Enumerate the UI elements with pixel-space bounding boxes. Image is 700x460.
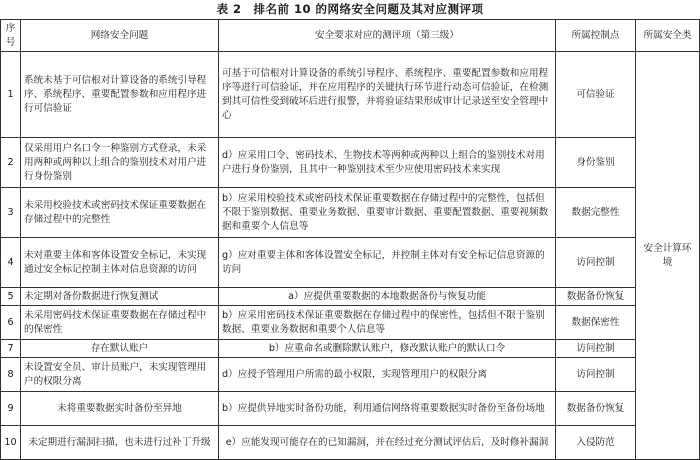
row-problem: 未对重要主体和客体设置安全标记，未实现通过安全标记控制主体对信息资源的访问 <box>21 238 219 288</box>
row-problem: 未采用密码技术保证重要数据在存储过程中的保密性 <box>21 306 219 340</box>
row-requirement: b）应提供异地实时备份功能，利用通信网络将重要数据实时备份至备份场地 <box>219 392 556 426</box>
row-problem: 未设置安全员、审计员账户，未实现管理用户的权限分离 <box>21 358 219 392</box>
row-requirement: g）应对重要主体和客体设置安全标记，并控制主体对有安全标记信息资源的访问 <box>219 238 556 288</box>
table-row <box>1 52 700 138</box>
row-control: 访问控制 <box>556 340 636 358</box>
row-seq: 9 <box>1 392 21 426</box>
row-seq: 1 <box>1 52 21 138</box>
row-problem: 系统未基于可信根对计算设备的系统引导程序、系统程序、重要配置参数和应用程序进行可信验证 <box>21 52 219 138</box>
table-row <box>1 188 700 238</box>
row-seq: 7 <box>1 340 21 358</box>
header-control: 所属控制点 <box>556 20 636 52</box>
row-problem: 未定期进行漏洞扫描，也未进行过补丁升级 <box>21 426 219 460</box>
table-row <box>1 288 700 306</box>
row-seq: 8 <box>1 358 21 392</box>
table-caption: 表 2 排名前 10 的网络安全问题及其对应测评项 <box>216 2 484 16</box>
row-control: 数据备份恢复 <box>556 392 636 426</box>
row-requirement: b）应采用密码技术保证重要数据在存储过程中的保密性，包括但不限于鉴别数据、重要业务数据和重要个人信息等 <box>219 306 556 340</box>
header-requirement: 安全要求对应的测评项（第三级） <box>219 20 556 52</box>
row-problem: 未采用校验技术或密码技术保证重要数据在存储过程中的完整性 <box>21 188 219 238</box>
row-requirement: b）应重命名或删除默认账户，修改默认账户的默认口令 <box>219 340 556 358</box>
category-cell: 安全计算环境 <box>636 52 700 460</box>
table-row <box>1 358 700 392</box>
row-requirement: 可基于可信根对计算设备的系统引导程序、系统程序、重要配置参数和应用程序等进行可信验证，并在应用程序的关键执行环节进行动态可信验证，在检测到其可信性受到破坏后进行报警，并将验证结果形成审计记录送至安全管理中心 <box>219 52 556 138</box>
header-problem: 网络安全问题 <box>21 20 219 52</box>
row-control: 访问控制 <box>556 238 636 288</box>
table-row <box>1 138 700 188</box>
row-seq: 3 <box>1 188 21 238</box>
header-category: 所属安全类 <box>636 20 700 52</box>
row-control: 数据保密性 <box>556 306 636 340</box>
row-control: 可信验证 <box>556 52 636 138</box>
row-problem: 存在默认账户 <box>21 340 219 358</box>
row-seq: 2 <box>1 138 21 188</box>
row-requirement: b）应采用校验技术或密码技术保证重要数据在存储过程中的完整性，包括但不限于鉴别数据、重要业务数据、重要审计数据、重要配置数据、重要视频数据和重要个人信息等 <box>219 188 556 238</box>
row-problem: 未将重要数据实时备份至异地 <box>21 392 219 426</box>
row-control: 访问控制 <box>556 358 636 392</box>
row-requirement: a）应提供重要数据的本地数据备份与恢复功能 <box>219 288 556 306</box>
row-seq: 6 <box>1 306 21 340</box>
row-problem: 未定期对备份数据进行恢复测试 <box>21 288 219 306</box>
security-issues-table <box>0 19 700 460</box>
row-control: 数据完整性 <box>556 188 636 238</box>
table-row <box>1 306 700 340</box>
row-seq: 4 <box>1 238 21 288</box>
header-seq: 序号 <box>1 20 21 52</box>
row-requirement: e）应能发现可能存在的已知漏洞，并在经过充分测试评估后，及时修补漏洞 <box>219 426 556 460</box>
row-control: 数据备份恢复 <box>556 288 636 306</box>
row-requirement: d）应授予管理用户所需的最小权限，实现管理用户的权限分离 <box>219 358 556 392</box>
row-seq: 5 <box>1 288 21 306</box>
table-row <box>1 340 700 358</box>
table-row <box>1 238 700 288</box>
row-control: 入侵防范 <box>556 426 636 460</box>
row-control: 身份鉴别 <box>556 138 636 188</box>
row-seq: 10 <box>1 426 21 460</box>
table-row <box>1 426 700 460</box>
row-requirement: d）应采用口令、密码技术、生物技术等两种或两种以上组合的鉴别技术对用户进行身份鉴别，且其中一种鉴别技术至少应使用密码技术来实现 <box>219 138 556 188</box>
table-row <box>1 392 700 426</box>
row-problem: 仅采用用户名口令一种鉴别方式登录，未采用两种或两种以上组合的鉴别技术对用户进行身份鉴别 <box>21 138 219 188</box>
